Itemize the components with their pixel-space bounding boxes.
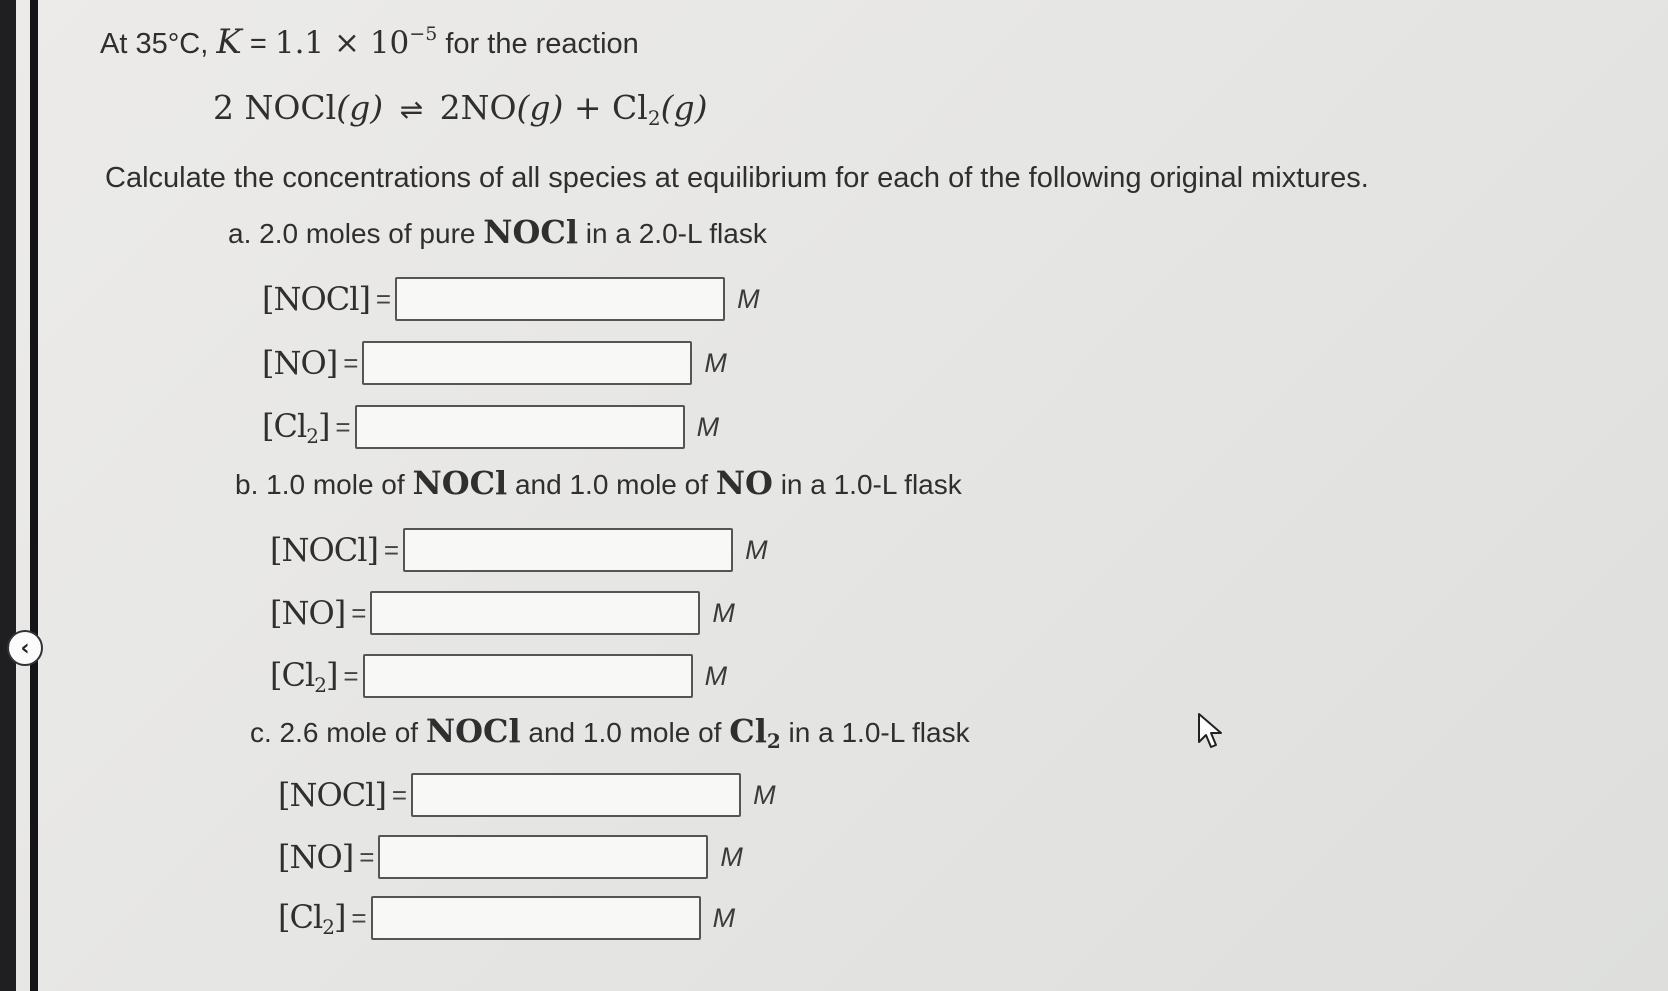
equals-sign: = — [335, 411, 351, 442]
equals-sign: = — [383, 534, 400, 565]
reactant-coefficient: 2 — [213, 88, 234, 127]
k-value: 1.1 × 10 — [274, 25, 410, 61]
collapse-panel-button[interactable] — [7, 630, 43, 666]
product2-subscript: 2 — [647, 106, 661, 130]
species-close: ] — [333, 897, 346, 936]
product1-state: (g) — [516, 88, 564, 127]
part-a-label — [228, 213, 767, 251]
part-a-prefix: a. 2.0 moles of pure — [228, 218, 476, 249]
species-close: ] — [317, 406, 330, 445]
part-a-no-row — [262, 339, 727, 387]
unit-label: M — [704, 347, 727, 378]
part-a-cl2-input[interactable] — [355, 405, 685, 449]
part-b-suffix: in a 1.0-L flask — [780, 469, 962, 500]
panel-divider — [30, 0, 38, 991]
part-a-nocl-row — [262, 275, 760, 323]
part-b-cl2-input[interactable] — [363, 654, 693, 698]
part-c-suffix: in a 1.0-L flask — [788, 717, 970, 748]
part-b-prefix: b. 1.0 mole of — [235, 469, 405, 500]
chevron-left-icon: ‹ — [20, 635, 30, 661]
part-b-chem2: NO — [715, 464, 773, 502]
species-label — [270, 656, 337, 697]
part-c-chem2-main: Cl — [729, 712, 767, 750]
part-c-chem1: NOCl — [425, 712, 521, 750]
species-label — [278, 898, 345, 939]
part-c-label — [250, 712, 970, 753]
equilibrium-arrow: ⇌ — [399, 93, 424, 126]
equals-sign: = — [391, 779, 408, 810]
unit-label: M — [704, 660, 728, 691]
part-b-label — [235, 464, 962, 502]
product1-formula: NO — [460, 88, 517, 127]
species-subscript: 2 — [314, 672, 326, 697]
part-a-suffix: in a 2.0-L flask — [585, 218, 767, 249]
part-c-nocl-row — [278, 771, 776, 819]
unit-label: M — [696, 411, 720, 442]
part-c-cl2-row — [278, 894, 735, 942]
part-b-nocl-row — [270, 526, 768, 574]
product2-state: (g) — [660, 88, 708, 127]
temperature-text: At 35°C, — [100, 28, 209, 60]
species-label: [NO] — [262, 344, 338, 382]
part-c-cl2-input[interactable] — [371, 896, 701, 940]
part-b-no-row — [270, 589, 735, 637]
instructions-text: Calculate the concentrations of all species at equilibrium for each of the following original mixtures. — [105, 162, 1369, 194]
equals-sign: = — [343, 347, 359, 378]
unit-label: M — [720, 841, 743, 872]
product2-formula: Cl — [612, 88, 648, 127]
unit-label: M — [712, 597, 735, 628]
k-equals: = — [249, 28, 267, 60]
part-b-nocl-input[interactable] — [403, 528, 733, 572]
species-main: [Cl — [270, 655, 315, 694]
species-close: ] — [325, 655, 338, 694]
part-a-nocl-input[interactable] — [395, 277, 725, 321]
part-a-cl2-row — [262, 403, 719, 451]
equals-sign: = — [351, 597, 367, 628]
k-exponent: −5 — [409, 23, 438, 45]
unit-label: M — [737, 283, 760, 314]
unit-label: M — [753, 779, 776, 810]
part-b-mid: and 1.0 mole of — [514, 469, 708, 500]
equals-sign: = — [375, 283, 392, 314]
species-label: [NO] — [278, 838, 354, 876]
part-a-chem: NOCl — [483, 213, 579, 251]
species-label: [NOCl] — [270, 531, 378, 569]
species-label: [NOCl] — [278, 776, 386, 814]
part-a-no-input[interactable] — [362, 341, 692, 385]
part-c-mid: and 1.0 mole of — [528, 717, 722, 748]
part-c-no-row — [278, 833, 743, 881]
product1-coefficient: 2 — [439, 88, 461, 127]
question-intro — [100, 22, 639, 62]
part-c-nocl-input[interactable] — [411, 773, 741, 817]
part-c-chem2 — [729, 712, 781, 753]
species-label: [NOCl] — [262, 280, 370, 318]
mouse-pointer-icon — [1197, 712, 1223, 750]
equals-sign: = — [359, 841, 375, 872]
part-b-no-input[interactable] — [370, 591, 700, 635]
unit-label: M — [745, 534, 768, 565]
species-subscript: 2 — [306, 423, 318, 448]
k-symbol: K — [216, 22, 242, 62]
species-label — [262, 407, 329, 448]
species-main: [Cl — [262, 406, 307, 445]
part-c-prefix: c. 2.6 mole of — [250, 717, 419, 748]
equals-sign: = — [343, 660, 359, 691]
part-c-chem2-subscript: 2 — [766, 729, 781, 753]
species-main: [Cl — [278, 897, 323, 936]
reaction-equation — [213, 88, 707, 130]
part-c-no-input[interactable] — [378, 835, 708, 879]
species-label: [NO] — [270, 594, 346, 632]
species-subscript: 2 — [322, 914, 334, 939]
plus-sign: + — [573, 88, 602, 127]
k-suffix: for the reaction — [445, 28, 639, 60]
equals-sign: = — [351, 902, 367, 933]
reactant-formula: NOCl — [244, 88, 337, 127]
left-edge-bar — [0, 0, 16, 991]
reactant-state: (g) — [336, 88, 384, 127]
part-b-cl2-row — [270, 652, 727, 700]
unit-label: M — [712, 902, 736, 933]
part-b-chem1: NOCl — [412, 464, 508, 502]
